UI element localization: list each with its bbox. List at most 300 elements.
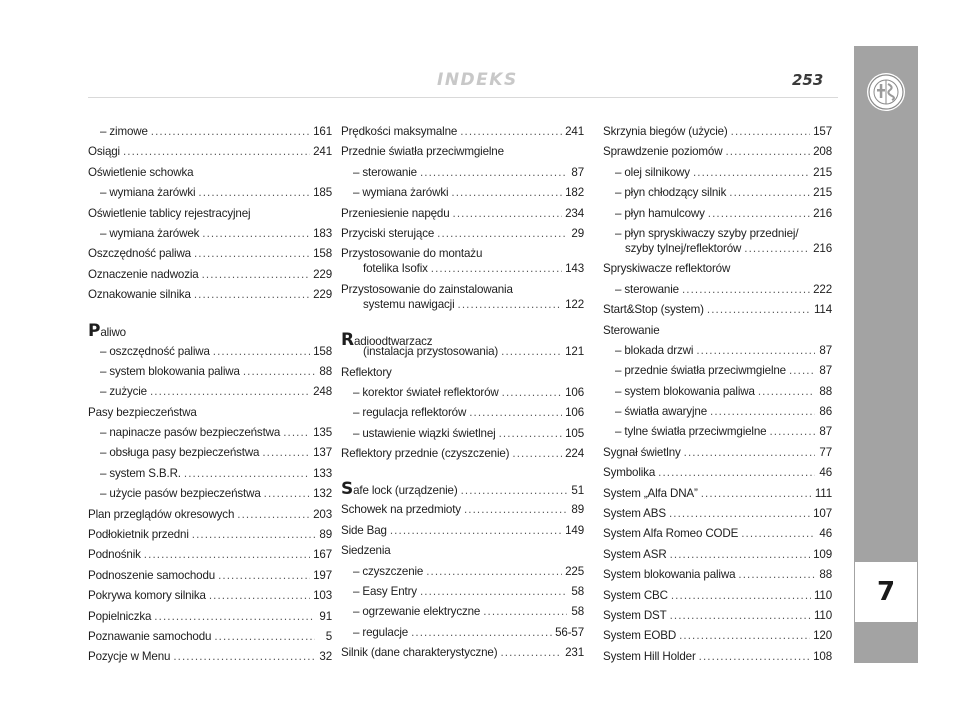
index-entry-label	[341, 330, 432, 345]
index-entry-text: – korektor świateł reflektorów	[353, 385, 499, 399]
index-entry-text: – sterowanie	[353, 165, 417, 179]
leader-dots	[411, 626, 552, 639]
index-entry	[341, 283, 584, 298]
leader-dots	[464, 503, 567, 516]
index-entry-text: – przednie światła przeciwmgielne	[615, 364, 786, 378]
index-entry-text: Side Bag	[341, 523, 387, 537]
index-entry	[603, 527, 832, 547]
index-entry-text: – ustawienie wiązki świetlnej	[353, 426, 496, 440]
leader-dots	[192, 528, 315, 541]
index-entry	[603, 227, 832, 242]
index-entry	[603, 262, 832, 282]
index-entry-page: 58	[571, 585, 584, 599]
index-entry-label	[100, 227, 199, 240]
leader-dots	[701, 487, 812, 500]
leader-dots	[426, 565, 562, 578]
index-entry-text: Osiągi	[88, 145, 120, 159]
section-initial: P	[88, 320, 101, 341]
index-entry-page: 222	[813, 282, 832, 296]
index-entry-text: – użycie pasów bezpieczeństwa	[100, 487, 261, 501]
index-entry-label	[603, 527, 738, 540]
page-title: INDEKS	[437, 70, 518, 90]
leader-dots	[264, 487, 310, 500]
index-entry-text: Symbolika	[603, 466, 656, 480]
index-entry	[341, 544, 584, 564]
index-entry-text: System Alfa Romeo CODE	[603, 527, 739, 541]
index-entry-page: 203	[313, 507, 332, 521]
index-entry-page: 234	[565, 206, 584, 220]
index-entry	[603, 186, 832, 206]
leader-dots	[708, 207, 810, 220]
index-entry-label	[341, 544, 391, 557]
leader-dots	[744, 242, 810, 255]
index-entry-text: Sygnał świetlny	[603, 445, 681, 459]
leader-dots	[144, 548, 310, 561]
index-entry-page: 46	[819, 527, 832, 541]
index-entry	[603, 568, 832, 588]
index-entry	[88, 650, 332, 670]
index-entry-page: 87	[571, 165, 584, 179]
index-entry-page: 121	[565, 345, 584, 359]
leader-dots	[789, 364, 815, 377]
index-entry	[341, 330, 584, 345]
index-entry-label	[603, 303, 704, 316]
index-entry	[603, 145, 832, 165]
leader-dots	[500, 646, 562, 659]
index-entry-text: System ASR	[603, 547, 667, 561]
index-entry	[341, 585, 584, 605]
index-column-2	[341, 125, 584, 667]
index-entry	[603, 507, 832, 527]
index-entry	[603, 324, 832, 344]
index-entry	[341, 386, 584, 406]
leader-dots	[420, 585, 567, 598]
index-entry	[603, 589, 832, 609]
leader-dots	[154, 610, 315, 623]
index-entry-label	[615, 425, 766, 438]
index-entry-text: – wymiana żarówki	[353, 186, 449, 200]
index-entry-page: 225	[565, 564, 584, 578]
index-entry-page: 197	[313, 568, 332, 582]
leader-dots	[725, 145, 810, 158]
index-entry-label	[88, 610, 151, 623]
index-entry-page: 114	[813, 303, 832, 317]
index-entry-label	[353, 427, 496, 440]
index-entry-text: – zimowe	[100, 125, 148, 138]
index-entry-label	[341, 479, 458, 499]
index-entry-text: Popielniczka	[88, 609, 152, 623]
index-entry	[88, 186, 332, 206]
index-entry-text: – ogrzewanie elektryczne	[353, 605, 481, 619]
index-entry-page: 216	[813, 206, 832, 220]
index-entry-page: 183	[313, 226, 332, 240]
index-entry-text: Spryskiwacze reflektorów	[603, 262, 731, 276]
index-entry-text: Schowek na przedmioty	[341, 503, 461, 517]
index-entry	[88, 467, 332, 487]
index-entry-label	[100, 487, 261, 500]
index-entry-label	[341, 447, 509, 460]
index-entry-label	[100, 345, 210, 358]
index-entry-label	[603, 568, 735, 581]
index-entry-page: 120	[813, 629, 832, 643]
leader-dots	[209, 589, 310, 602]
leader-dots	[758, 385, 815, 398]
index-entry-label	[615, 166, 690, 179]
leader-dots	[731, 125, 810, 138]
index-entry-label	[88, 589, 206, 602]
index-entry-page: 231	[565, 646, 584, 660]
index-entry	[603, 487, 832, 507]
index-entry-page: 224	[565, 447, 584, 461]
index-entry-label	[341, 247, 482, 260]
index-entry-text: Pasy bezpieczeństwa	[88, 405, 197, 419]
leader-dots	[420, 166, 567, 179]
index-entry	[603, 650, 832, 670]
leader-dots	[710, 405, 815, 418]
index-entry-page: 46	[819, 466, 832, 480]
index-entry-text: – płyn hamulcowy	[615, 206, 705, 220]
index-entry-text: – zużycie	[100, 385, 147, 399]
index-entry-text: Podłokietnik przedni	[88, 528, 189, 542]
index-entry-label	[363, 262, 428, 275]
leader-dots	[679, 629, 810, 642]
index-entry-text: Oznakowanie silnika	[88, 288, 191, 302]
index-entry	[341, 565, 584, 585]
index-entry	[341, 524, 584, 544]
index-entry	[88, 548, 332, 568]
index-entry-page: 89	[319, 528, 332, 542]
index-entry-text: – blokada drzwi	[615, 343, 694, 357]
index-entry-label	[353, 406, 466, 419]
index-entry-text: Sprawdzenie poziomów	[603, 145, 723, 159]
index-entry-text: System CBC	[603, 588, 668, 602]
leader-dots	[461, 484, 567, 497]
leader-dots	[151, 125, 310, 138]
index-entry-text: Oświetlenie tablicy rejestracyjnej	[88, 206, 251, 220]
index-entry-label	[603, 466, 655, 479]
index-entry-text: – sterowanie	[615, 282, 679, 296]
index-entry-page: 241	[313, 145, 332, 159]
leader-dots	[499, 427, 563, 440]
index-entry-text: Podnoszenie samochodu	[88, 568, 216, 582]
index-entry-text: – regulacja reflektorów	[353, 406, 467, 420]
index-entry-label	[341, 207, 450, 220]
index-entry-label	[88, 569, 215, 582]
page-number: 253	[792, 71, 824, 89]
index-entry	[603, 125, 832, 145]
index-entry	[88, 247, 332, 267]
leader-dots	[483, 605, 567, 618]
index-entry-label	[100, 446, 259, 459]
index-entry	[88, 321, 332, 345]
index-entry-label	[615, 283, 679, 296]
section-gap	[88, 309, 332, 321]
index-entry-text: – obsługa pasy bezpieczeństwa	[100, 446, 260, 460]
index-entry-page: 58	[571, 605, 584, 619]
index-entry-page: 109	[813, 547, 832, 561]
index-entry-label	[353, 605, 480, 618]
index-entry-text: – regulacje	[353, 625, 409, 639]
index-entry-label	[353, 166, 417, 179]
index-entry-label	[603, 324, 660, 337]
index-entry-text: Pozycje w Menu	[88, 650, 171, 664]
index-entry-text: Przeniesienie napędu	[341, 206, 450, 220]
index-entry-label	[100, 365, 240, 378]
index-entry-label	[353, 565, 423, 578]
index-entry	[88, 145, 332, 165]
leader-dots	[214, 630, 315, 643]
leader-dots	[202, 227, 310, 240]
index-entry-label	[341, 524, 387, 537]
index-entry-label	[353, 186, 448, 199]
index-entry-page: 132	[313, 487, 332, 501]
leader-dots	[283, 426, 310, 439]
index-entry	[88, 426, 332, 446]
index-entry	[341, 227, 584, 247]
index-entry-text: Podnośnik	[88, 548, 141, 562]
index-entry-label	[88, 288, 191, 301]
index-entry-page: 110	[813, 588, 832, 602]
index-entry-page: 135	[313, 426, 332, 440]
leader-dots	[693, 166, 810, 179]
index-entry-text: Przyciski sterujące	[341, 226, 435, 240]
index-entry-label	[88, 650, 170, 663]
index-entry-page: 216	[813, 241, 832, 255]
index-entry	[603, 466, 832, 486]
index-entry-page: 105	[565, 426, 584, 440]
leader-dots	[194, 288, 310, 301]
leader-dots	[502, 386, 562, 399]
leader-dots	[738, 568, 815, 581]
index-entry-text: Przednie światła przeciwmgielne	[341, 145, 504, 159]
index-entry-text: – płyn chłodzący silnik	[615, 186, 727, 200]
index-entry	[88, 589, 332, 609]
index-entry-page: 32	[319, 650, 332, 664]
index-entry	[603, 242, 832, 262]
index-entry-text: Start&Stop (system)	[603, 303, 704, 317]
index-entry-page: 87	[819, 343, 832, 357]
index-entry	[88, 446, 332, 466]
leader-dots	[213, 345, 310, 358]
index-entry-text: Sterowanie	[603, 323, 660, 337]
index-entry	[603, 344, 832, 364]
index-entry-text: Reflektory przednie (czyszczenie)	[341, 447, 510, 461]
index-entry-page: 215	[813, 165, 832, 179]
index-entry-label	[615, 405, 707, 418]
leader-dots	[198, 186, 310, 199]
index-entry	[603, 405, 832, 425]
index-entry-text: – wymiana żarówki	[100, 186, 196, 200]
index-entry-page: 106	[565, 406, 584, 420]
index-entry-page: 241	[565, 125, 584, 138]
index-entry	[341, 479, 584, 503]
leader-dots	[670, 609, 811, 622]
index-entry-page: 56-57	[555, 625, 584, 639]
index-entry-text: Reflektory	[341, 365, 392, 379]
index-entry-page: 143	[565, 262, 584, 276]
index-entry-label	[100, 186, 195, 199]
index-entry	[88, 166, 332, 186]
index-entry	[341, 605, 584, 625]
index-entry	[603, 207, 832, 227]
index-entry-page: 122	[565, 297, 584, 311]
leader-dots	[123, 145, 310, 158]
index-entry-text: Przystosowanie do montażu	[341, 247, 483, 261]
index-entry-text: System „Alfa DNA”	[603, 486, 698, 500]
leader-dots	[682, 283, 810, 296]
index-entry-text: fotelika Isofix	[363, 262, 428, 276]
index-entry	[88, 630, 332, 650]
index-entry-label	[615, 186, 726, 199]
index-entry-text: – wymiana żarówek	[100, 226, 200, 240]
leader-dots	[431, 262, 562, 275]
index-entry	[341, 503, 584, 523]
index-entry	[88, 406, 332, 426]
index-entry-label	[603, 487, 698, 500]
index-entry-page: 86	[819, 405, 832, 419]
index-entry	[603, 629, 832, 649]
chapter-number: 7	[855, 562, 917, 622]
index-entry-label	[341, 145, 504, 158]
leader-dots	[437, 227, 567, 240]
index-entry	[88, 125, 332, 145]
index-entry-text: Przystosowanie do zainstalowania	[341, 282, 513, 296]
index-entry-label	[603, 262, 730, 275]
index-entry-page: 51	[571, 484, 584, 498]
index-entry-text: System ABS	[603, 507, 666, 521]
index-entry-text: Oszczędność paliwa	[88, 247, 191, 261]
index-entry-label	[88, 166, 193, 179]
index-entry-label	[341, 646, 497, 659]
leader-dots	[658, 466, 815, 479]
leader-dots	[458, 298, 563, 311]
index-entry-text: adioodtwarzacz	[353, 335, 433, 346]
index-entry-label	[603, 609, 667, 622]
index-entry-page: 89	[571, 503, 584, 517]
index-entry-text: Skrzynia biegów (użycie)	[603, 125, 728, 138]
index-entry	[88, 227, 332, 247]
index-entry-page: 215	[813, 186, 832, 200]
index-entry	[88, 288, 332, 308]
index-entry-text: – czyszczenie	[353, 564, 424, 578]
leader-dots	[512, 447, 562, 460]
index-entry	[603, 425, 832, 445]
index-entry-text: System DST	[603, 608, 667, 622]
index-entry	[341, 166, 584, 186]
index-entry	[88, 610, 332, 630]
leader-dots	[243, 365, 315, 378]
index-entry-page: 103	[313, 589, 332, 603]
index-entry-label	[100, 426, 280, 439]
section-gap	[341, 467, 584, 479]
leader-dots	[684, 446, 815, 459]
index-entry-text: Prędkości maksymalne	[341, 125, 458, 138]
index-entry	[603, 166, 832, 186]
leader-dots	[390, 524, 562, 537]
index-entry-label	[100, 467, 181, 480]
index-entry-page: 88	[819, 568, 832, 582]
index-entry-text: – system blokowania paliwa	[100, 364, 240, 378]
index-entry-label	[353, 585, 417, 598]
index-entry	[88, 268, 332, 288]
leader-dots	[707, 303, 811, 316]
leader-dots	[729, 186, 810, 199]
index-entry-text: Oznaczenie nadwozia	[88, 267, 199, 281]
leader-dots	[453, 207, 563, 220]
index-column-1	[88, 125, 332, 671]
index-entry	[88, 508, 332, 528]
leader-dots	[460, 125, 562, 138]
index-entry	[88, 365, 332, 385]
index-entry-label	[603, 125, 728, 138]
index-entry	[341, 262, 584, 282]
index-entry-page: 5	[325, 629, 332, 643]
index-entry-page: 133	[313, 466, 332, 480]
index-entry-label	[341, 366, 392, 379]
leader-dots	[262, 446, 310, 459]
index-entry-label	[603, 145, 722, 158]
leader-dots	[173, 650, 315, 663]
index-entry-page: 248	[313, 385, 332, 399]
index-entry	[341, 145, 584, 165]
index-entry-text: szyby tylnej/reflektorów	[625, 241, 742, 255]
index-entry	[88, 569, 332, 589]
index-entry-page: 161	[313, 125, 332, 138]
index-entry	[88, 345, 332, 365]
index-entry	[341, 406, 584, 426]
index-entry-label	[341, 503, 461, 516]
index-entry-text: – tylne światła przeciwmgielne	[615, 425, 767, 439]
index-entry-label	[615, 227, 798, 240]
index-entry-label	[88, 630, 211, 643]
index-entry-text: System Hill Holder	[603, 649, 696, 663]
index-entry-label	[88, 508, 234, 521]
index-entry-text: Oświetlenie schowka	[88, 165, 194, 179]
index-entry-text: afe lock (urządzenie)	[353, 484, 458, 498]
index-entry-text: – Easy Entry	[353, 585, 417, 599]
index-entry-page: 111	[814, 486, 832, 500]
index-entry-label	[341, 283, 513, 296]
index-entry-label	[353, 626, 408, 639]
index-entry	[88, 207, 332, 227]
index-entry-text: – oszczędność paliwa	[100, 344, 210, 358]
index-entry-page: 87	[819, 425, 832, 439]
index-entry-page: 208	[813, 145, 832, 159]
index-entry	[341, 366, 584, 386]
leader-dots	[237, 508, 310, 521]
index-entry-text: System blokowania paliwa	[603, 568, 736, 582]
index-entry-label	[88, 548, 141, 561]
index-entry-page: 229	[313, 288, 332, 302]
index-entry	[341, 646, 584, 666]
index-entry-label	[603, 548, 667, 561]
index-entry	[341, 427, 584, 447]
index-entry-text: System EOBD	[603, 629, 677, 643]
index-entry-page: 110	[813, 608, 832, 622]
index-entry	[603, 385, 832, 405]
index-entry-label	[88, 207, 250, 220]
leader-dots	[699, 650, 810, 663]
index-entry-text: aliwo	[100, 325, 126, 339]
leader-dots	[194, 247, 310, 260]
leader-dots	[669, 507, 810, 520]
leader-dots	[218, 569, 310, 582]
index-entry-text: – olej silnikowy	[615, 165, 690, 179]
index-entry-page: 182	[565, 186, 584, 200]
index-entry-page: 88	[819, 384, 832, 398]
index-entry-label	[88, 528, 189, 541]
leader-dots	[451, 186, 562, 199]
